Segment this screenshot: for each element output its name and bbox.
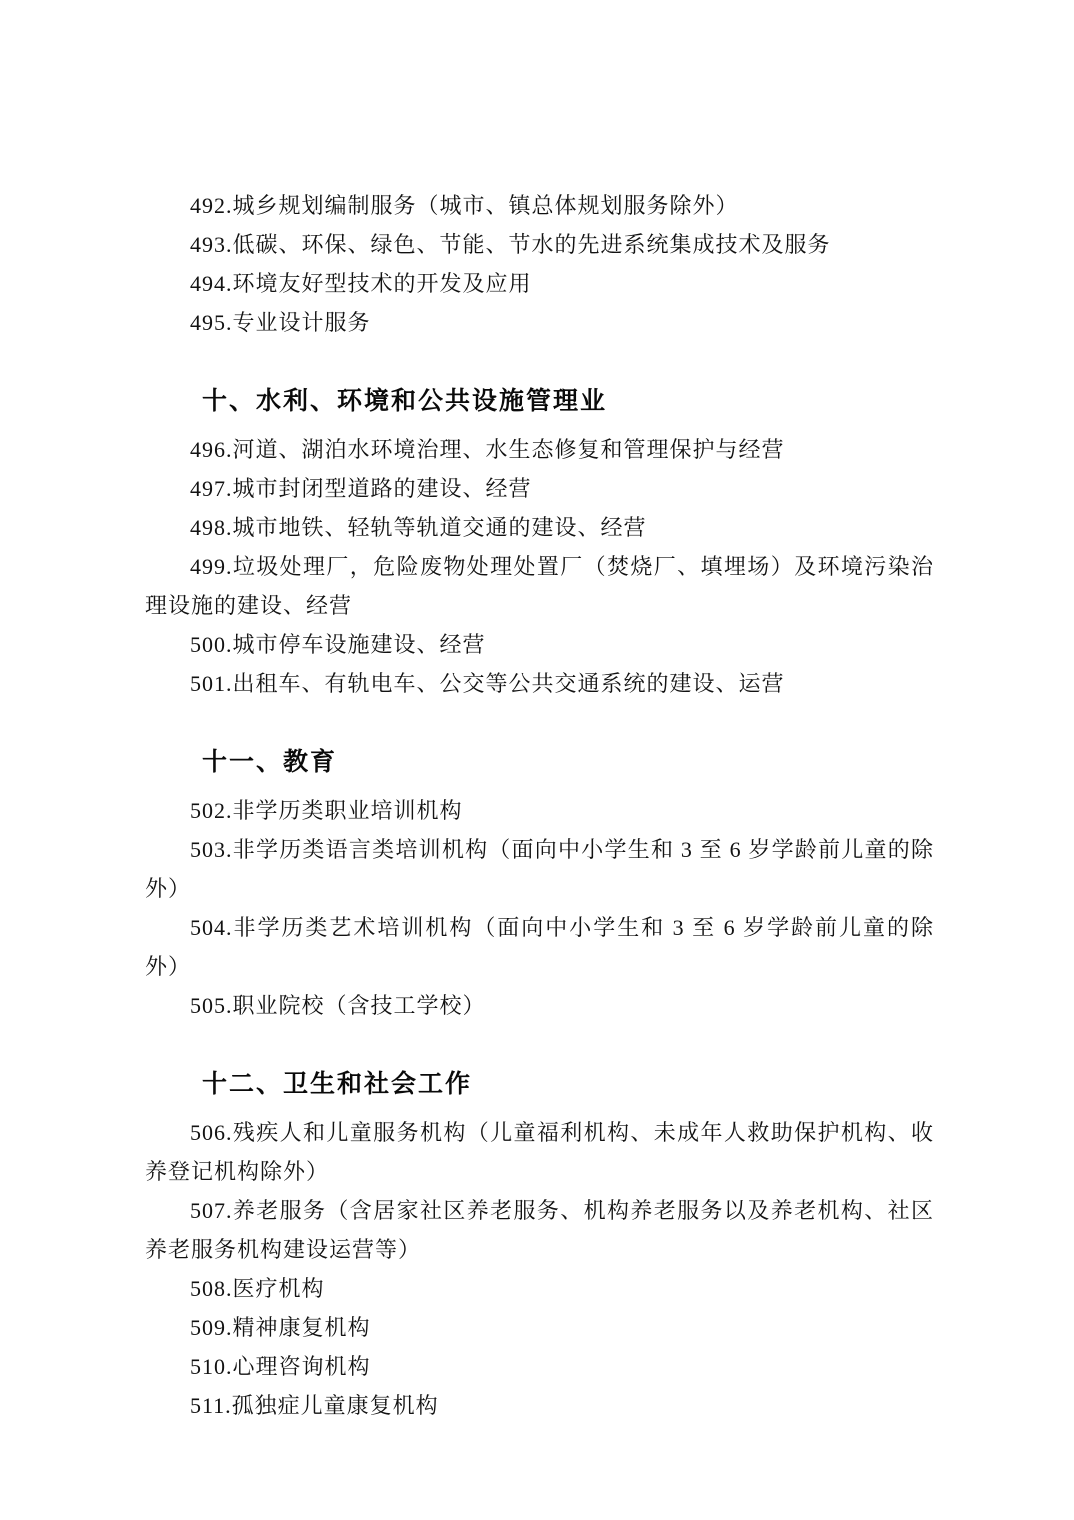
section-heading: 十二、卫生和社会工作 [202, 1070, 473, 1098]
list-item: 492.城乡规划编制服务（城市、镇总体规划服务除外） [190, 193, 739, 218]
list-item: 503.非学历类语言类培训机构（面向中小学生和 3 至 6 岁学龄前儿童的除外） [145, 837, 934, 901]
list-item: 495.专业设计服务 [190, 310, 371, 335]
list-item: 506.残疾人和儿童服务机构（儿童福利机构、未成年人救助保护机构、收养登记机构除外） [145, 1120, 934, 1184]
section-heading: 十、水利、环境和公共设施管理业 [202, 387, 608, 415]
list-item: 496.河道、湖泊水环境治理、水生态修复和管理保护与经营 [190, 437, 785, 462]
list-item: 502.非学历类职业培训机构 [190, 798, 463, 823]
list-item: 510.心理咨询机构 [190, 1354, 371, 1379]
list-item: 508.医疗机构 [190, 1276, 325, 1301]
list-item: 504.非学历类艺术培训机构（面向中小学生和 3 至 6 岁学龄前儿童的除外） [145, 915, 934, 979]
list-item: 497.城市封闭型道路的建设、经营 [190, 476, 532, 501]
list-item: 509.精神康复机构 [190, 1315, 371, 1340]
list-item: 494.环境友好型技术的开发及应用 [190, 271, 532, 296]
list-item: 493.低碳、环保、绿色、节能、节水的先进系统集成技术及服务 [190, 232, 831, 257]
section-heading: 十一、教育 [202, 748, 338, 776]
list-item: 500.城市停车设施建设、经营 [190, 632, 486, 657]
list-item: 499.垃圾处理厂，危险废物处理处置厂（焚烧厂、填埋场）及环境污染治理设施的建设、经营 [145, 554, 934, 618]
list-item: 498.城市地铁、轻轨等轨道交通的建设、经营 [190, 515, 647, 540]
list-item: 511.孤独症儿童康复机构 [190, 1393, 439, 1418]
list-item: 505.职业院校（含技工学校） [190, 993, 486, 1018]
list-item: 507.养老服务（含居家社区养老服务、机构养老服务以及养老机构、社区养老服务机构建设运营等） [145, 1198, 934, 1262]
list-item: 501.出租车、有轨电车、公交等公共交通系统的建设、运营 [190, 671, 785, 696]
